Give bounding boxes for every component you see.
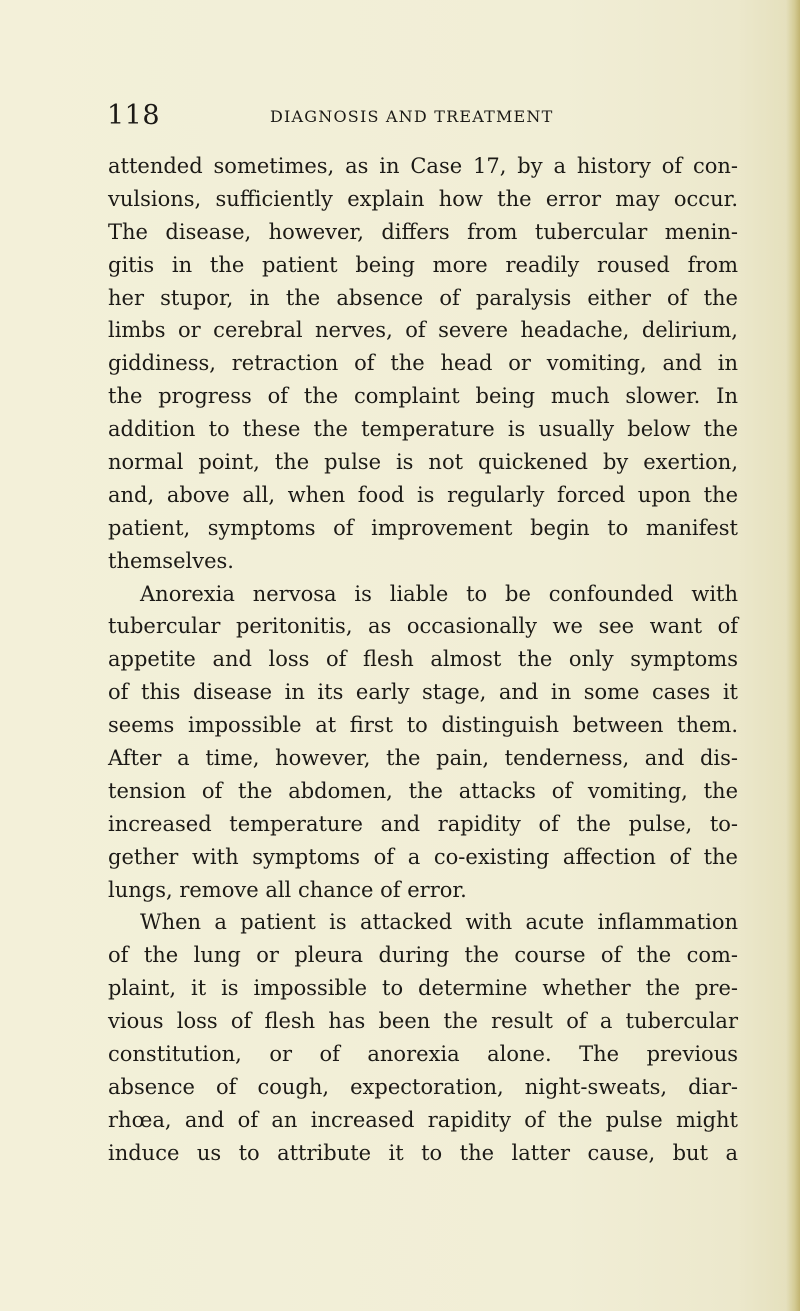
text-line: themselves.: [108, 548, 234, 573]
page-header: [0, 98, 800, 134]
text-line: giddiness, retraction of the head or vomiting, and in: [108, 351, 738, 376]
text-line: induce us to attribute it to the latter cause, but a: [108, 1140, 738, 1165]
text-line: vulsions, sufficiently explain how the error may occur.: [108, 186, 738, 211]
text-line: gitis in the patient being more readily roused from: [108, 252, 738, 277]
body-text: [108, 150, 738, 1170]
text-line: After a time, however, the pain, tenderness, and dis-: [108, 746, 738, 771]
text-line: of the lung or pleura during the course of the com-: [108, 943, 738, 968]
text-line: and, above all, when food is regularly forced upon the: [108, 482, 738, 507]
text-line: her stupor, in the absence of paralysis either of the: [108, 285, 738, 310]
page-edge-shadow: [786, 0, 800, 1311]
text-line: increased temperature and rapidity of the pulse, to-: [108, 811, 738, 836]
text-line: constitution, or of anorexia alone. The previous: [108, 1042, 738, 1067]
text-line: vious loss of flesh has been the result of a tubercular: [108, 1009, 738, 1034]
text-line: absence of cough, expectoration, night-sweats, diar-: [108, 1074, 738, 1099]
text-line: addition to these the temperature is usually below the: [108, 417, 738, 442]
text-line: The disease, however, differs from tubercular menin-: [108, 219, 738, 244]
text-line: tension of the abdomen, the attacks of vomiting, the: [108, 778, 738, 803]
text-line: limbs or cerebral nerves, of severe headache, delirium,: [108, 318, 738, 343]
text-line: of this disease in its early stage, and in some cases it: [108, 680, 738, 705]
text-line: the progress of the complaint being much slower. In: [108, 384, 738, 409]
text-line: gether with symptoms of a co-existing affection of the: [108, 844, 738, 869]
text-line: plaint, it is impossible to determine whether the pre-: [108, 976, 738, 1001]
text-line: normal point, the pulse is not quickened by exertion,: [108, 450, 738, 475]
text-line: tubercular peritonitis, as occasionally we see want of: [108, 614, 738, 639]
paragraph-start-line: Anorexia nervosa is liable to be confounded with: [140, 581, 738, 606]
text-line: appetite and loss of flesh almost the only symptoms: [108, 647, 738, 672]
text-line: attended sometimes, as in Case 17, by a history of con-: [108, 154, 738, 178]
text-line: seems impossible at first to distinguish between them.: [108, 713, 738, 738]
text-line: rhœa, and of an increased rapidity of the pulse might: [108, 1107, 738, 1132]
page-number: 118: [107, 100, 161, 131]
text-line: patient, symptoms of improvement begin to manifest: [108, 515, 738, 540]
paragraph-start-line: When a patient is attacked with acute inflammation: [140, 910, 738, 935]
running-head: DIAGNOSIS AND TREATMENT: [270, 107, 554, 126]
text-line: lungs, remove all chance of error.: [108, 877, 467, 902]
